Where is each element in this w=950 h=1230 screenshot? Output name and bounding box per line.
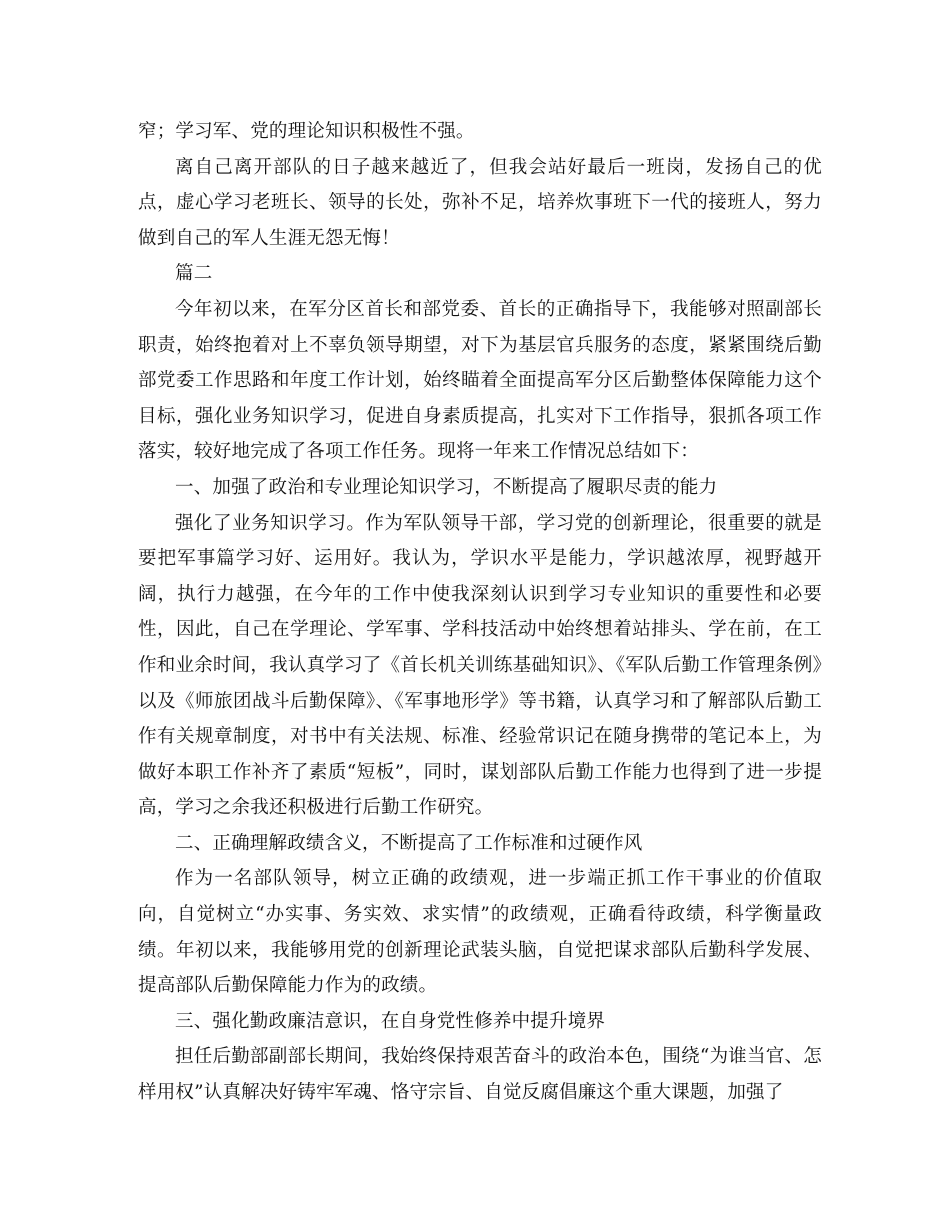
paragraph-1: 窄；学习军、党的理论知识积极性不强。	[138, 121, 475, 142]
heading-one: 一、加强了政治和专业理论知识学习，不断提高了履职尽责的能力	[175, 476, 718, 498]
paragraph-5: 作为一名部队领导，树立正确的政绩观，进一步端正抓工作干事业的价值取向，自觉树立“办实事、务实效、求实情”的政绩观，正确看待政绩，科学衡量政绩。年初以来，我能够用党的创新理论武装头脑，自觉把谋求部队后勤科学发展、提高部队后勤保障能力作为的政绩。	[138, 868, 822, 997]
paragraph-6: 担任后勤部副部长期间，我始终保持艰苦奋斗的政治本色，围绕“为谁当官、怎样用权”认真解决好铸牢军魂、恪守宗旨、自觉反腐倡廉这个重大课题，加强了	[138, 1046, 822, 1104]
document-body	[138, 114, 822, 1111]
section-heading-part-two: 篇二	[175, 263, 213, 285]
paragraph-4: 强化了业务知识学习。作为军队领导干部，学习党的创新理论，很重要的就是要把军事篇学习好、运用好。我认为，学识水平是能力，学识越浓厚，视野越开阔，执行力越强，在今年的工作中使我深刻认识到学习专业知识的重要性和必要性，因此，自己在学理论、学军事、学科技活动中始终想着站排头、学在前，在工作和业余时间，我认真学习了《首长机关训练基础知识》、《军队后勤工作管理条例》以及《师旅团战斗后勤保障》、《军事地形学》等书籍，认真学习和了解部队后勤工作有关规章制度，对书中有关法规、标准、经验常识记在随身携带的笔记本上，为做好本职工作补齐了素质“短板”，同时，谋划部队后勤工作能力也得到了进一步提高，学习之余我还积极进行后勤工作研究。	[138, 512, 822, 819]
heading-two: 二、正确理解政绩含义，不断提高了工作标准和过硬作风	[175, 832, 643, 854]
paragraph-2: 离自己离开部队的日子越来越近了，但我会站好最后一班岗，发扬自己的优点，虚心学习老班长、领导的长处，弥补不足，培养炊事班下一代的接班人，努力做到自己的军人生涯无怨无悔！	[138, 156, 822, 249]
heading-three: 三、强化勤政廉洁意识，在自身党性修养中提升境界	[175, 1010, 606, 1032]
paragraph-3: 今年初以来，在军分区首长和部党委、首长的正确指导下，我能够对照副部长职责，始终抱着对上不辜负领导期望，对下为基层官兵服务的态度，紧紧围绕后勤部党委工作思路和年度工作计划，始终瞄着全面提高军分区后勤整体保障能力这个目标，强化业务知识学习，促进自身素质提高，扎实对下工作指导，狠抓各项工作落实，较好地完成了各项工作任务。现将一年来工作情况总结如下：	[138, 298, 822, 463]
